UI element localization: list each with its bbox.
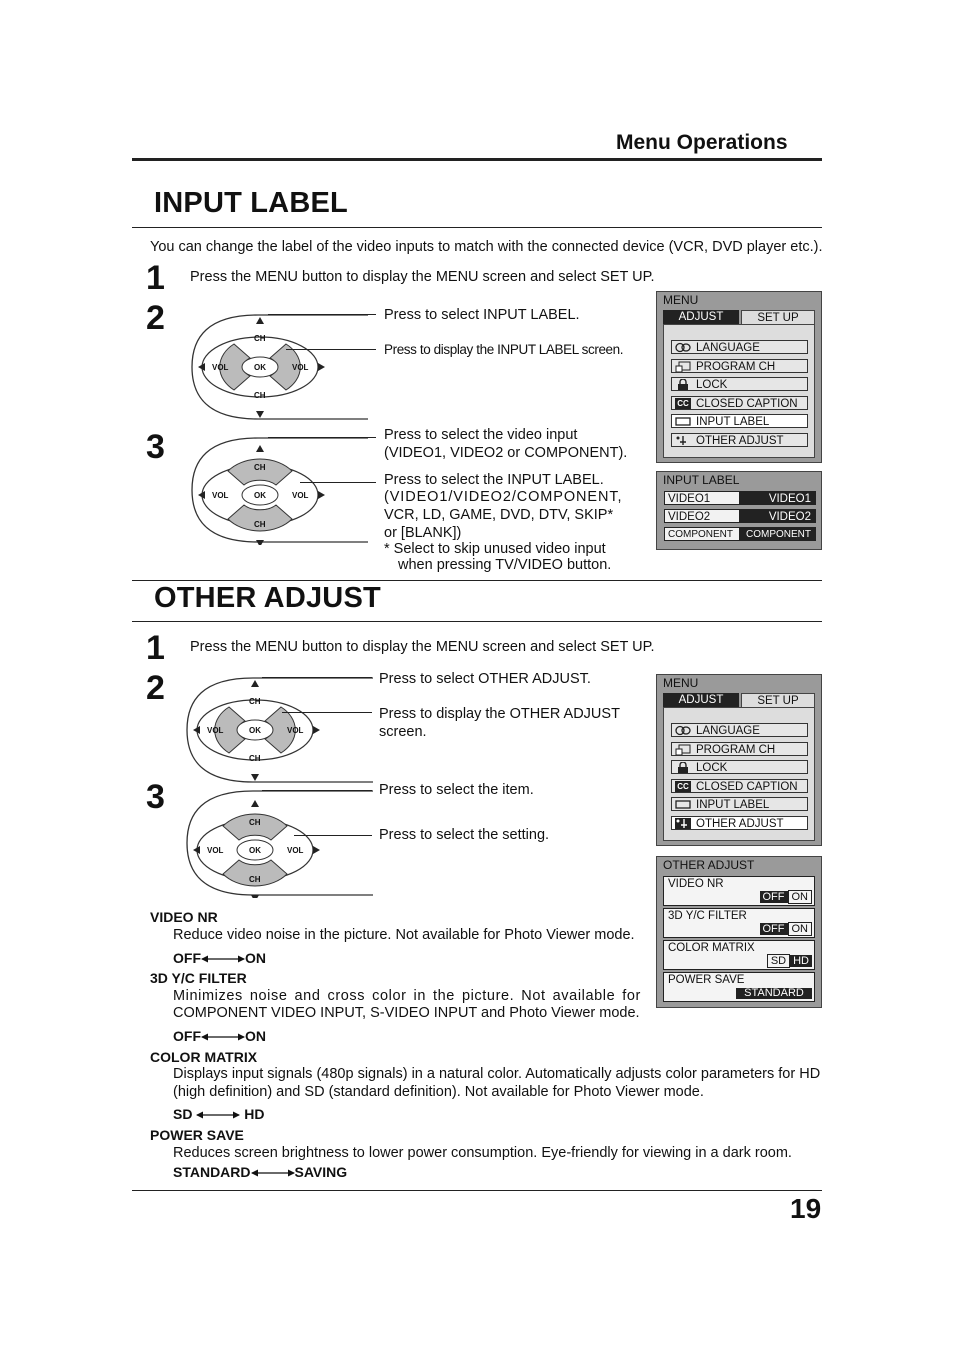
step-text: Press to select INPUT LABEL.: [384, 307, 580, 323]
step-text: screen.: [379, 724, 427, 740]
program-channel-icon: [675, 744, 691, 755]
setting-3d-yc-filter: 3D Y/C FILTER OFF ON: [663, 908, 815, 938]
step-text: Press the MENU button to display the MENU screen and select SET UP.: [190, 639, 655, 655]
input-label-row: VIDEO2 VIDEO2: [664, 509, 816, 523]
menu-item-lock: LOCK: [671, 377, 808, 391]
step-text: or [BLANK]): [384, 525, 462, 541]
vol-label: VOL: [207, 846, 224, 855]
video-nr-text: Reduce video noise in the picture. Not available for Photo Viewer mode.: [173, 927, 635, 943]
header-rule: [132, 158, 822, 161]
menu-item-program-ch: PROGRAM CH: [671, 742, 808, 756]
title-rule: [132, 621, 822, 622]
step-text: Press to display the INPUT LABEL screen.: [384, 342, 624, 357]
tab-setup: SET UP: [741, 310, 815, 325]
input-label-title: INPUT LABEL: [154, 187, 348, 219]
tab-adjust: ADJUST: [663, 310, 739, 324]
ch-label: CH: [254, 463, 266, 472]
vol-label: VOL: [292, 491, 309, 500]
step-number: 3: [146, 428, 165, 466]
setting-power-save: POWER SAVE STANDARD: [663, 972, 815, 1002]
step-number: 2: [146, 669, 165, 707]
other-adjust-title: OTHER ADJUST: [154, 582, 381, 614]
setting-color-matrix: COLOR MATRIX SD HD: [663, 940, 815, 970]
other-adjust-icon: [675, 435, 691, 446]
leader-line: [300, 482, 376, 483]
color-matrix-options: SD HD: [173, 1106, 265, 1122]
step-text: Press to select the INPUT LABEL.: [384, 472, 604, 488]
other-adjust-icon: [675, 818, 691, 829]
step-text: (VIDEO1, VIDEO2 or COMPONENT).: [384, 445, 628, 461]
ch-label: CH: [254, 334, 266, 343]
step-text: Press to display the OTHER ADJUST: [379, 706, 620, 722]
video-nr-options: OFF ON: [173, 950, 266, 966]
section-rule: [132, 580, 822, 581]
vol-label: VOL: [287, 726, 304, 735]
leader-line: [286, 349, 376, 350]
vol-label: VOL: [292, 363, 309, 372]
ok-button: OK: [254, 491, 266, 500]
ch-label: CH: [249, 875, 261, 884]
input-label-icon: [675, 799, 691, 810]
step-text: VCR, LD, GAME, DVD, DTV, SKIP*: [384, 507, 614, 523]
color-matrix-text: (high definition) and SD (standard definition). Not available for Photo Viewer mode.: [173, 1084, 704, 1100]
menu-item-language: LANGUAGE: [671, 340, 808, 354]
menu-panel: [656, 674, 822, 846]
leader-line: [262, 677, 372, 678]
step-text: Press to select the video input: [384, 427, 578, 443]
remote-control-diagram: [188, 435, 378, 545]
menu-item-input-label: INPUT LABEL: [671, 797, 808, 811]
vol-label: VOL: [287, 846, 304, 855]
ch-label: CH: [249, 818, 261, 827]
vol-label: VOL: [212, 363, 229, 372]
program-channel-icon: [675, 361, 691, 372]
remote-control-diagram: [188, 312, 378, 422]
section-header: Menu Operations: [616, 131, 788, 154]
ch-label: CH: [254, 391, 266, 400]
menu-item-other-adjust: OTHER ADJUST: [671, 433, 808, 447]
menu-item-language: LANGUAGE: [671, 723, 808, 737]
lock-icon: [675, 379, 691, 390]
closed-caption-icon: CC: [675, 781, 691, 792]
menu-title: MENU: [663, 293, 699, 307]
step-text: Press to select the item.: [379, 782, 534, 798]
yc-filter-options: OFF ON: [173, 1028, 266, 1044]
yc-filter-heading: 3D Y/C FILTER: [150, 970, 247, 986]
ok-button: OK: [249, 846, 261, 855]
tab-adjust: ADJUST: [663, 693, 739, 707]
footnote: when pressing TV/VIDEO button.: [398, 557, 612, 573]
ok-button: OK: [249, 726, 261, 735]
input-label-row: VIDEO1 VIDEO1: [664, 491, 816, 505]
ok-button: OK: [254, 363, 266, 372]
panel-title: INPUT LABEL: [663, 473, 740, 487]
power-save-heading: POWER SAVE: [150, 1127, 244, 1143]
step-text: Press to select OTHER ADJUST.: [379, 671, 591, 687]
ch-label: CH: [249, 754, 261, 763]
input-label-row: COMPONENT COMPONENT: [664, 527, 816, 541]
menu-item-program-ch: PROGRAM CH: [671, 359, 808, 373]
power-save-options: STANDARD SAVING: [173, 1164, 348, 1180]
menu-item-other-adjust: OTHER ADJUST: [671, 816, 808, 830]
color-matrix-heading: COLOR MATRIX: [150, 1049, 258, 1065]
page-number: 19: [790, 1193, 822, 1224]
step-text: Press to select the setting.: [379, 827, 550, 843]
language-icon: [675, 725, 691, 736]
footer-rule: [132, 1190, 822, 1191]
step-number: 1: [146, 629, 165, 667]
menu-item-lock: LOCK: [671, 760, 808, 774]
video-nr-heading: VIDEO NR: [150, 909, 218, 925]
menu-item-input-label: INPUT LABEL: [671, 414, 808, 428]
menu-title: MENU: [663, 676, 699, 690]
title-rule: [132, 227, 822, 228]
menu-item-closed-caption: CC CLOSED CAPTION: [671, 779, 808, 793]
step-number: 3: [146, 778, 165, 816]
remote-control-diagram: [183, 788, 373, 898]
vol-label: VOL: [212, 491, 229, 500]
other-adjust-panel: [656, 856, 822, 1008]
leader-line: [262, 790, 372, 791]
input-label-icon: [675, 416, 691, 427]
leader-line: [282, 712, 372, 713]
yc-filter-text: COMPONENT VIDEO INPUT, S-VIDEO INPUT and Photo Viewer mode.: [173, 1005, 640, 1021]
language-icon: [675, 342, 691, 353]
leader-line: [268, 314, 376, 315]
lock-icon: [675, 762, 691, 773]
step-text: Press the MENU button to display the MENU screen and select SET UP.: [190, 269, 655, 285]
ch-label: CH: [249, 697, 261, 706]
panel-title: OTHER ADJUST: [663, 858, 755, 872]
tab-setup: SET UP: [741, 693, 815, 708]
leader-line: [268, 437, 376, 438]
step-number: 2: [146, 299, 165, 337]
setting-video-nr: VIDEO NR OFF ON: [663, 876, 815, 906]
input-label-intro: You can change the label of the video inputs to match with the connected device (VCR, DVD player etc.).: [150, 239, 823, 255]
leader-line: [294, 835, 372, 836]
input-label-panel: [656, 471, 822, 550]
step-text: (VIDEO1/VIDEO2/COMPONENT,: [384, 489, 623, 505]
step-number: 1: [146, 259, 165, 297]
menu-panel: [656, 291, 822, 463]
power-save-text: Reduces screen brightness to lower power consumption. Eye-friendly for viewing in a dark room.: [173, 1145, 792, 1161]
menu-item-closed-caption: CC CLOSED CAPTION: [671, 396, 808, 410]
remote-control-diagram: [183, 675, 373, 785]
vol-label: VOL: [207, 726, 224, 735]
ch-label: CH: [254, 520, 266, 529]
footnote: * Select to skip unused video input: [384, 541, 606, 557]
yc-filter-text: Minimizes noise and cross color in the picture. Not available for: [173, 988, 641, 1004]
color-matrix-text: Displays input signals (480p signals) in a natural color. Automatically adjusts color parameters for HD: [173, 1066, 821, 1082]
closed-caption-icon: CC: [675, 398, 691, 409]
